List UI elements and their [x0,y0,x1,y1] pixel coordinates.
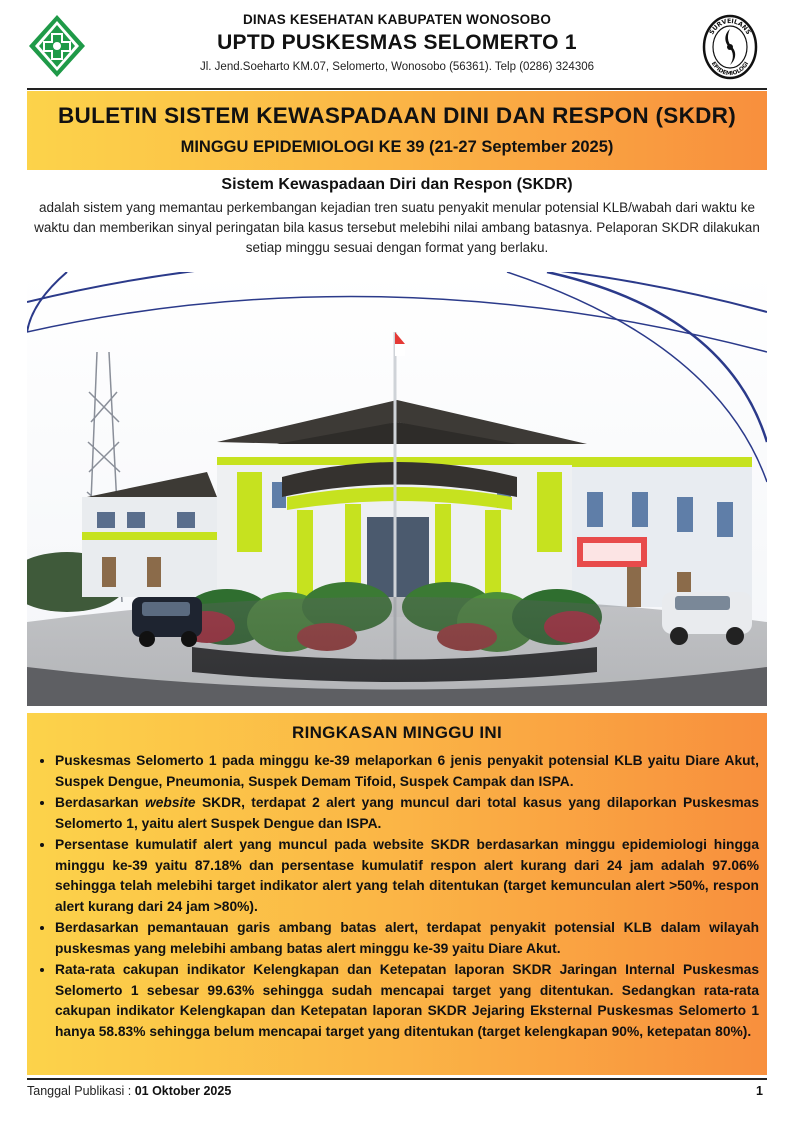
publication-date: 01 Oktober 2025 [134,1084,232,1098]
letterhead [0,0,794,88]
seal-text-top: SURVEILANS [708,17,752,36]
puskesmas-logo-icon [27,13,87,79]
bulletin-subtitle: MINGGU EPIDEMIOLOGI KE 39 (21-27 September 2025) [180,138,614,156]
address: Jl. Jend.Soeharto KM.07, Selomerto, Wonosobo (56361). Telp (0286) 324306 [199,61,594,73]
summary-title: RINGKASAN MINGGU INI [292,723,502,742]
summary-item-2 [55,793,759,834]
puskesmas-building-photo [27,272,767,706]
seal-text-bottom: EPIDEMIOLOGI [709,61,751,78]
bulletin-banner [27,91,767,170]
summary-item-2-post: SKDR, terdapat 2 alert yang muncul dari total kasus yang dilaporkan Puskesmas Selomerto 1, yaitu alert Suspek Dengue dan ISPA. [55,795,759,831]
skdr-intro [27,176,767,258]
summary-item-1: • Puskesmas Selomerto 1 pada minggu ke-39 melaporkan 6 jenis penyakit potensial KLB yaitu Diare Akut, Suspek Dengue, Pneumonia, Suspek Demam Tifoid, Suspek Campak dan ISPA. [55,751,759,792]
summary-item-2-pre: Berdasarkan [55,795,145,810]
publication-date-label: Tanggal Publikasi : [27,1084,135,1098]
summary-item-3: • Persentase kumulatif alert yang muncul pada website SKDR berdasarkan minggu epidemiologi hingga minggu ke-39 yaitu 87.18% dan persentase kumulatif respon alert kurang dari 24 jam adalah 97.06% sehingga telah melebihi target indikator alert yang telah ditentukan (target kemunculan alert >50%, respon alert kurang dari 24 jam >80%). [55,835,759,917]
bulletin-title: BULETIN SISTEM KEWASPADAAN DINI DAN RESPON (SKDR) [57,103,737,128]
footer-divider [27,1078,767,1080]
intro-title: Sistem Kewaspadaan Diri dan Respon (SKDR) [221,176,573,193]
summary-item-5: • Rata-rata cakupan indikator Kelengkapan dan Ketepatan laporan SKDR Jaringan Internal Puskesmas Selomerto 1 sebesar 99.63% sehingga sudah mencapai target yang ditentukan. Sedangkan rata-rata cakupan indikator Kelengkapan dan Ketepatan laporan SKDR Jejaring Eksternal Puskesmas Selomerto 1 hanya 58.83% sehingga belum mencapai target yang ditentukan (target kelengkapan 90%, ketepatan 80%). [55,960,759,1042]
puskesmas-name: UPTD PUSKESMAS SELOMERTO 1 [217,31,577,54]
summary-item-4: • Berdasarkan pemantauan garis ambang batas alert, terdapat penyakit potensial KLB dalam wilayah puskesmas yang melebihi ambang batas alert minggu ke-39 yaitu Diare Akut. [55,918,759,959]
weekly-summary-panel [27,713,767,1075]
agency-name: DINAS KESEHATAN KABUPATEN WONOSOBO [242,12,552,27]
summary-item-2-emphasis: website [144,795,196,810]
footer [27,1084,767,1098]
summary-list [27,751,767,1042]
surveilans-seal-icon [700,14,760,80]
intro-body: adalah sistem yang memantau perkembangan kejadian tren suatu penyakit menular potensial KLB/wabah dari waktu ke waktu dan memberikan sinyal peringatan bila kasus tersebut melebihi nilai ambang batasnya. Pelaporan SKDR dilakukan setiap minggu sesuai dengan format yang berlaku. [34,200,760,255]
page-number: 1 [756,1084,763,1098]
header-divider [27,88,767,90]
